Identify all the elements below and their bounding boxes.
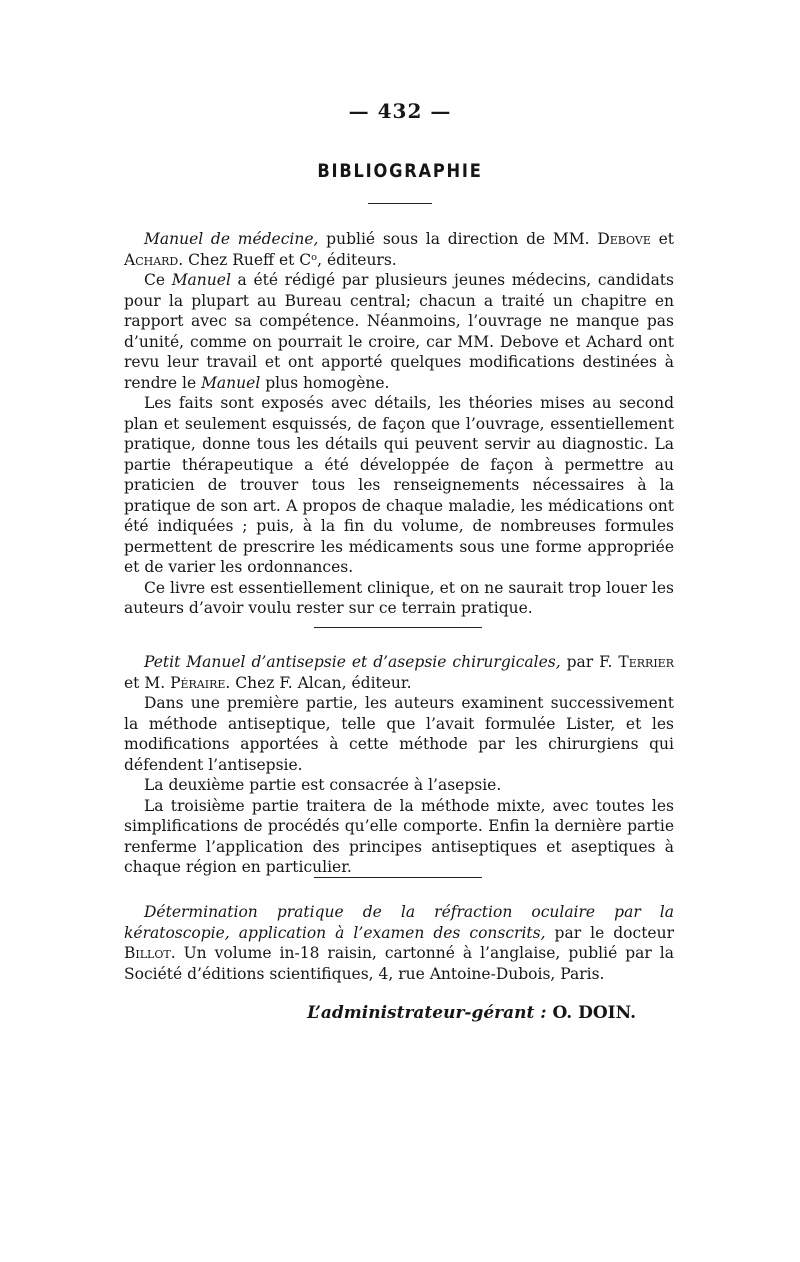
entry3-title: Détermination pratique de la réfraction oculaire par la kératoscopie, application à l’examen des conscrits, (124, 903, 674, 942)
page-number: — 432 — (348, 99, 452, 123)
signature-role: L’administrateur-gérant : (307, 1003, 547, 1023)
entry2-author-terrier: Terrier (618, 653, 674, 671)
entry3-citation (124, 902, 674, 984)
entry3-by: par le docteur (545, 923, 674, 942)
separator-rule-2 (314, 877, 482, 878)
entry1-p1-start: Ce (144, 271, 172, 289)
entry2-and: et M. (124, 673, 171, 692)
entry2-author-peraire: Péraire (170, 673, 226, 692)
entry1-paragraph-2: Les faits sont exposés avec détails, les théories mises au second plan et seulement esquissés, de façon que l’ouvrage, essentiellement pratique, donne tous les détails qui peuvent servir au diagnostic. La partie thérapeutique a été développée de façon à permettre au praticien de trouver tous les renseignements nécessaires à la pratique de son art. A propos de chaque maladie, les médications ont été indiquées ; puis, à la fin du volume, de nombreuses formules permettent de prescrire les médicaments sous une forme appropriée et de varier les ordonnances. (124, 394, 674, 576)
entry2-paragraph-3: La troisième partie traitera de la méthode mixte, avec toutes les simplifications de procédés qu’elle comporte. Enfin la dernière partie renferme l’application des principes antiseptiques et aseptiques à chaque région en particulier. (124, 796, 674, 876)
separator-rule-1 (314, 627, 482, 628)
entry1-p1-title2: Manuel (201, 373, 261, 392)
entry3-description: . Un volume in-18 raisin, cartonné à l’anglaise, publié par la Société d’éditions scientifiques, 4, rue Antoine-Dubois, Paris. (124, 944, 674, 983)
entry-manuel-de-medecine (124, 229, 674, 619)
entry1-and: et (650, 230, 674, 248)
entry1-p1-end: plus homogène. (260, 373, 390, 392)
entry1-citation (124, 229, 674, 270)
entry1-title: Manuel de médecine, (144, 230, 319, 248)
entry2-paragraph-2: La deuxième partie est consacrée à l’asepsie. (144, 776, 502, 794)
entry1-paragraph-1 (124, 270, 674, 393)
entry2-citation (124, 652, 674, 693)
entry2-by: par F. (560, 653, 619, 671)
entry1-citation-text: publié sous la direction de MM. (318, 230, 598, 248)
entry1-author-debove: Debove (597, 230, 651, 248)
entry1-paragraph-3: Ce livre est essentiellement clinique, et on ne saurait trop louer les auteurs d’avoir voulu rester sur ce terrain pratique. (124, 578, 674, 617)
entry1-p1-body: a été rédigé par plusieurs jeunes médecins, candidats pour la plupart au Bureau central; chacun a traité un chapitre en rapport avec sa compétence. Néanmoins, l’ouvrage ne manque pas d’unité, comme on pourrait le croire, car MM. Debove et Achard ont revu leur travail et ont apporté quelques modifications destinées à rendre le (124, 271, 674, 392)
entry-refraction-oculaire (124, 902, 674, 984)
entry1-p1-title: Manuel (171, 271, 231, 289)
signature (124, 1003, 636, 1023)
signature-name: O. DOIN. (546, 1003, 636, 1023)
entry2-title: Petit Manuel d’antisepsie et d’asepsie chirurgicales, (144, 653, 561, 671)
entry-antisepsie (124, 652, 674, 878)
entry2-paragraph-1: Dans une première partie, les auteurs examinent successivement la méthode antiseptique, telle que l’avait formulée Lister, et les modifications apportées à cette méthode par les chirurgiens qui défendent l’antisepsie. (124, 694, 674, 774)
entry1-author-achard: Achard (124, 250, 179, 269)
title-rule (368, 203, 432, 204)
entry1-publisher: . Chez Rueff et Cᵒ, éditeurs. (178, 250, 397, 269)
entry3-author-billot: Billot (124, 944, 171, 962)
section-title: BIBLIOGRAPHIE (317, 161, 483, 182)
entry2-publisher: . Chez F. Alcan, éditeur. (225, 673, 412, 692)
